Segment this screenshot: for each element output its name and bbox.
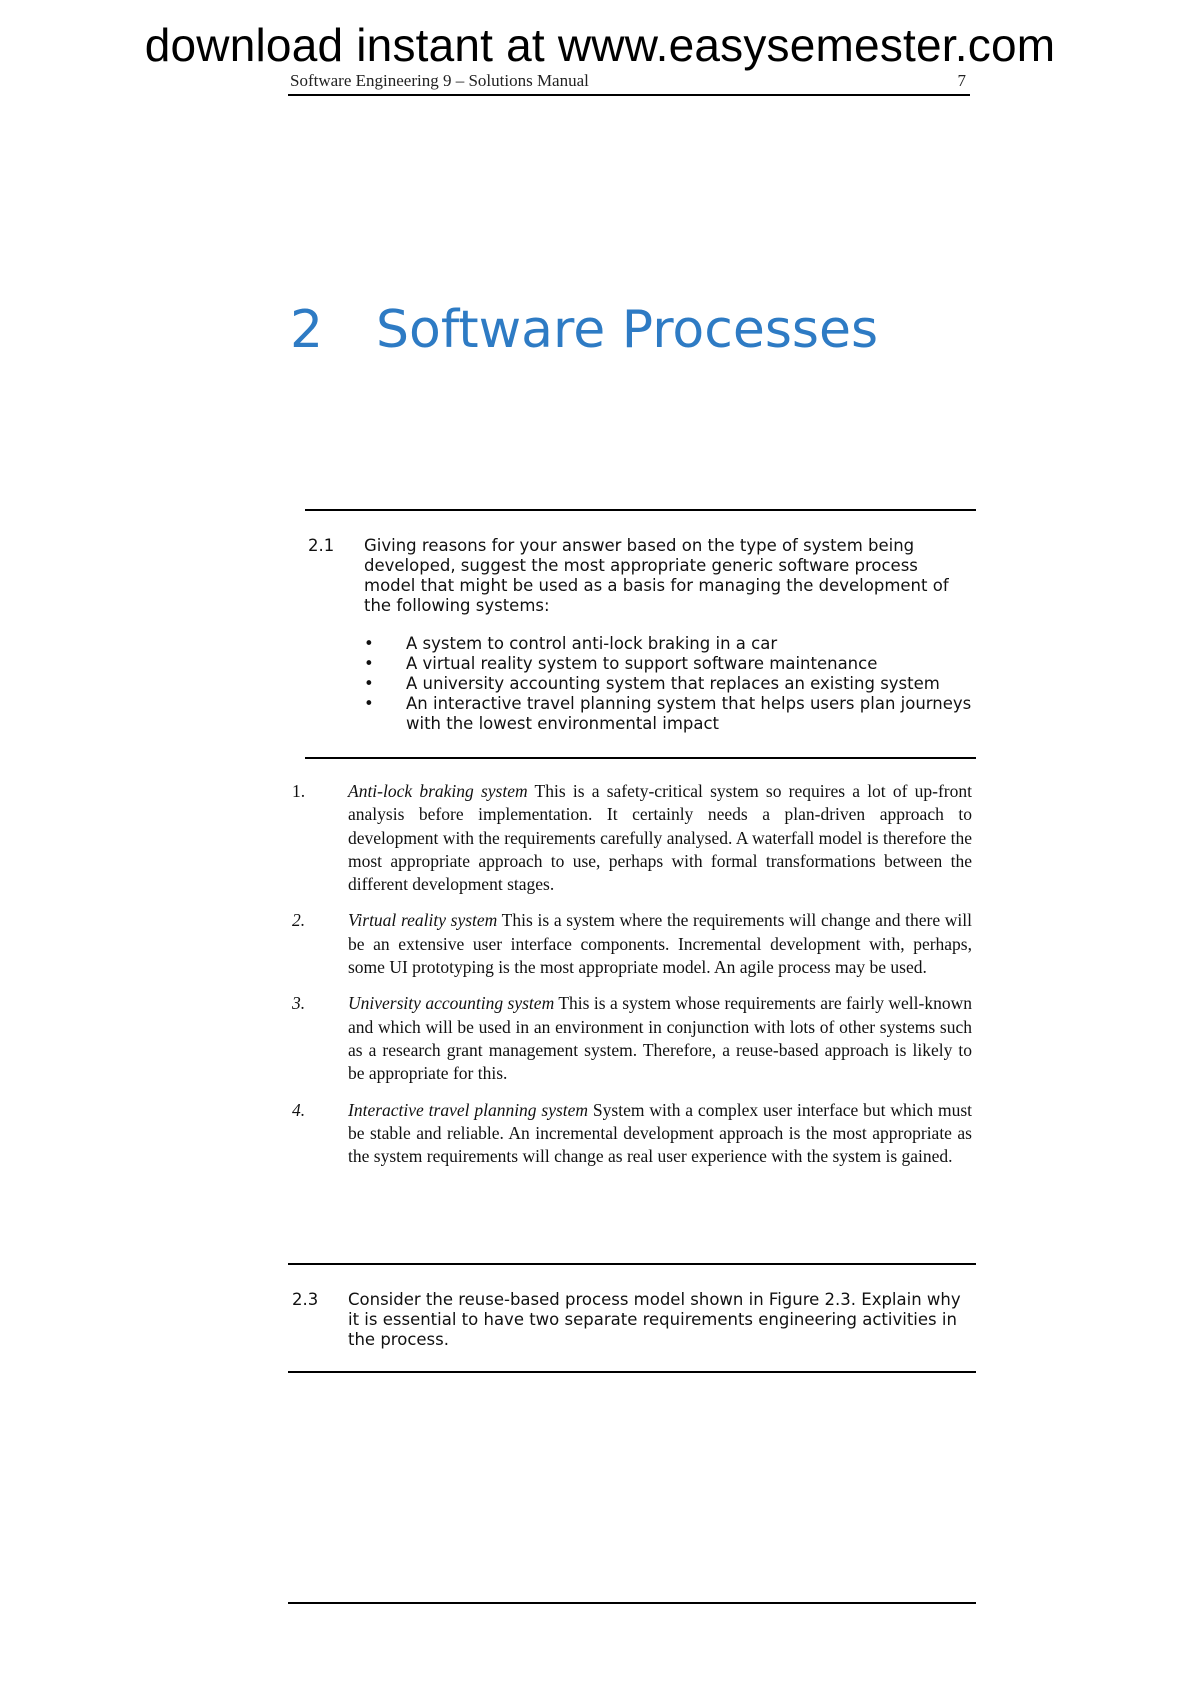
exercise-text: Consider the reuse-based process model shown in Figure 2.3. Explain why it is essential to have two separate requirements engineering activities in the process.	[348, 1290, 961, 1349]
bullet-icon: •	[364, 634, 374, 653]
page-bottom-rule	[288, 1602, 976, 1604]
exercise-bottom-rule	[305, 757, 976, 759]
exercise-top-rule	[305, 509, 976, 511]
answer-number: 1.	[292, 781, 306, 801]
system-list	[364, 634, 976, 734]
answer-item	[290, 992, 972, 1085]
exercise-number: 2.1	[308, 536, 335, 555]
header-title: Software Engineering 9 – Solutions Manual	[290, 71, 589, 90]
answer-term: Virtual reality system	[348, 910, 498, 931]
answer-item	[290, 1099, 972, 1169]
answer-number: 3.	[292, 993, 306, 1014]
answer-number: 2.	[292, 910, 306, 931]
list-item: • A system to control anti-lock braking in a car	[364, 634, 778, 653]
answer-term: University accounting system	[348, 993, 555, 1014]
download-banner: download instant at www.easysemester.com	[144, 19, 1056, 71]
chapter-heading	[290, 300, 878, 360]
answer-text: System with a complex user interface but which must be stable and reliable. An incremental development approach is the most appropriate as the system requirements will change as real user experience with the system is gained.	[348, 1099, 972, 1167]
chapter-title: Software Processes	[376, 300, 879, 360]
exercise-text: Giving reasons for your answer based on the type of system being developed, suggest the most appropriate generic software process model that might be used as a basis for managing the development of the following systems:	[364, 536, 949, 615]
answer-item	[290, 780, 972, 896]
exercise-2-1	[308, 536, 972, 736]
chapter-number: 2	[290, 300, 324, 360]
answer-text: This is a safety-critical system so requires a lot of up-front analysis before implementation. It certainly needs a plan-driven approach to development with the requirements carefully analysed. A waterfall model is therefore the most appropriate approach to use, perhaps with formal transformations between the different development stages.	[348, 781, 972, 895]
bullet-icon: •	[364, 674, 374, 693]
exercise-2-3-top-rule	[288, 1263, 976, 1265]
list-item: • A virtual reality system to support software maintenance	[364, 654, 878, 673]
answer-term: Interactive travel planning system	[348, 1099, 589, 1120]
exercise-2-3-bottom-rule	[288, 1371, 976, 1373]
bullet-icon: •	[364, 694, 374, 713]
answer-item	[290, 909, 972, 979]
running-header	[288, 70, 970, 96]
answer-term: Anti-lock braking system	[348, 781, 528, 801]
bullet-icon: •	[364, 654, 374, 673]
list-item: • An interactive travel planning system that helps users plan journeys with the lowest environmental impact	[364, 694, 972, 733]
answer-text: This is a system whose requirements are fairly well-known and which will be used in an environment in conjunction with lots of other systems such as a research grant management system. Therefore, a reuse-based approach is likely to be appropriate for this.	[348, 993, 972, 1084]
exercise-number: 2.3	[292, 1290, 319, 1309]
answer-text: This is a system where the requirements will change and there will be an extensive user interface components. Incremental development with, perhaps, some UI prototyping is the most appropriate model. An agile process may be used.	[348, 910, 972, 978]
answers-list	[290, 780, 972, 1181]
exercise-2-3	[292, 1290, 968, 1360]
page-number: 7	[957, 71, 966, 90]
list-item: • A university accounting system that replaces an existing system	[364, 674, 940, 693]
answer-number: 4.	[292, 1099, 306, 1120]
